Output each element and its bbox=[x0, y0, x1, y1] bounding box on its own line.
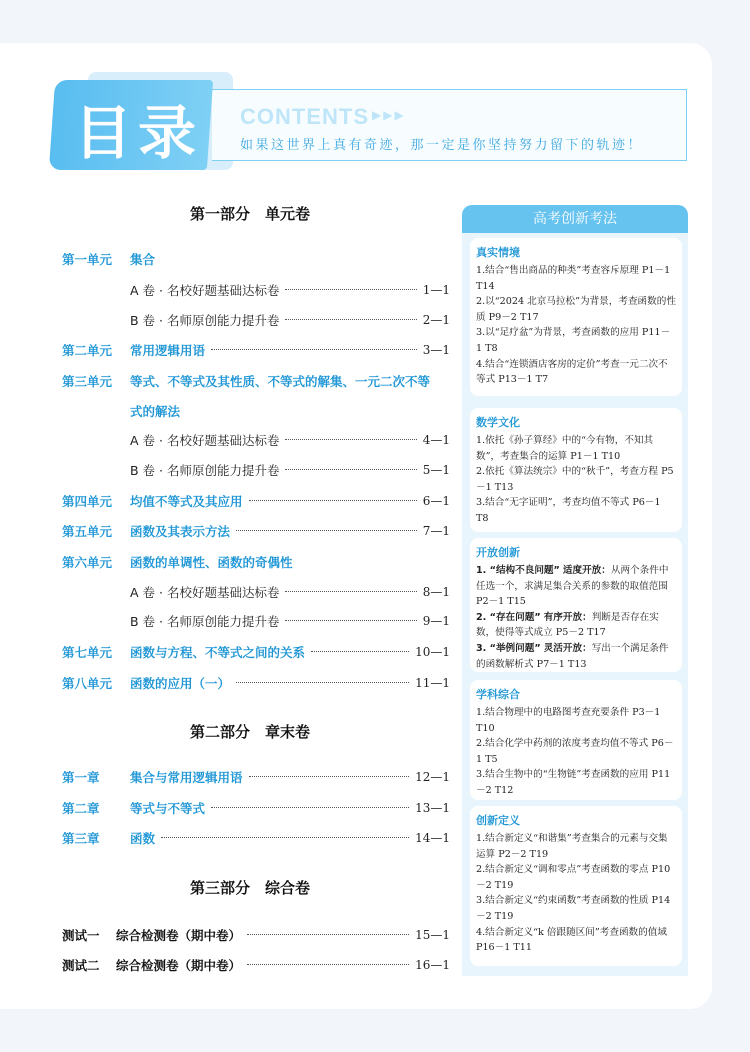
unit-title: 函数及其表示方法 bbox=[130, 524, 231, 539]
toc-unit-4[interactable] bbox=[62, 491, 450, 511]
card-heading: 开放创新 bbox=[476, 546, 520, 559]
toc-chapter-3[interactable] bbox=[62, 828, 450, 848]
item-text: 写出一个满足条件的函数解析式 P7－1 T13 bbox=[476, 642, 669, 670]
entry-title: A 卷 · 名校好题基础达标卷 bbox=[130, 585, 280, 600]
toc-unit-6[interactable] bbox=[62, 552, 450, 572]
toc-unit-3-b[interactable] bbox=[130, 460, 450, 480]
leader-dots bbox=[161, 828, 409, 838]
card-item: 1.结合新定义“和谐集”考查集合的元素与交集运算 P2－2 T19 bbox=[476, 833, 668, 860]
chapter-title: 函数 bbox=[130, 831, 156, 846]
sidebar-title: 高考创新考法 bbox=[462, 205, 688, 233]
card-heading: 学科综合 bbox=[476, 688, 520, 701]
toc-unit-1[interactable] bbox=[62, 249, 450, 269]
part2-title: 第二部分 章末卷 bbox=[189, 723, 310, 741]
toc-chapter-2[interactable] bbox=[62, 798, 450, 818]
page-number: 8—1 bbox=[422, 585, 450, 599]
entry-title: A 卷 · 名校好题基础达标卷 bbox=[130, 433, 280, 448]
unit-label: 第三单元 bbox=[62, 374, 113, 389]
toc-unit-6-a[interactable] bbox=[130, 582, 450, 602]
unit-label: 第一单元 bbox=[62, 252, 113, 267]
entry-title: B 卷 · 名师原创能力提升卷 bbox=[130, 313, 280, 328]
card-item: 3.结合新定义“约束函数”考查函数的性质 P14－2 T19 bbox=[476, 895, 671, 922]
toc-unit-1-b[interactable] bbox=[130, 310, 450, 330]
item-lead: 3. “举例问题” bbox=[476, 642, 541, 654]
page-number: 3—1 bbox=[422, 343, 450, 357]
toc-unit-1-a[interactable] bbox=[130, 280, 450, 300]
card-heading: 数学文化 bbox=[476, 416, 520, 429]
sidebar-card-real-context bbox=[470, 238, 682, 396]
sidebar-card-math-culture bbox=[470, 408, 682, 532]
test-title: 综合检测卷（期中卷） bbox=[116, 958, 242, 973]
unit-title-continued: 式的解法 bbox=[130, 404, 181, 419]
toc-unit-2[interactable] bbox=[62, 340, 450, 360]
page-number: 2—1 bbox=[422, 313, 450, 327]
unit-label: 第四单元 bbox=[62, 494, 113, 509]
card-item: 3.结合生物中的“生物链”考查函数的应用 P11－2 T12 bbox=[476, 769, 671, 796]
sidebar-card-open-innovation bbox=[470, 538, 682, 672]
leader-dots bbox=[249, 491, 417, 501]
card-item: 2.依托《算法统宗》中的“秋千”，考查方程 P5－1 T13 bbox=[476, 466, 674, 493]
leader-dots bbox=[249, 767, 410, 777]
card-item: 1.结合“售出商品的种类”考查容斥原理 P1－1 T14 bbox=[476, 265, 671, 292]
page-number: 14—1 bbox=[415, 831, 450, 845]
unit-title: 函数的应用（一） bbox=[130, 676, 231, 691]
unit-title: 集合 bbox=[130, 252, 156, 267]
page-number: 10—1 bbox=[415, 645, 450, 659]
unit-title: 函数的单调性、函数的奇偶性 bbox=[130, 555, 293, 570]
page-number: 11—1 bbox=[415, 676, 450, 690]
unit-title: 常用逻辑用语 bbox=[130, 343, 206, 358]
chapter-title: 等式与不等式 bbox=[130, 801, 206, 816]
chapter-label: 第二章 bbox=[62, 801, 100, 816]
card-item: 4.结合新定义“k 倍跟随区间”考查函数的值域 P16－1 T11 bbox=[476, 926, 667, 954]
card-heading: 创新定义 bbox=[476, 814, 520, 827]
entry-title: A 卷 · 名校好题基础达标卷 bbox=[130, 283, 280, 298]
card-item: 1.结合物理中的电路图考查充要条件 P3－1 T10 bbox=[476, 707, 661, 734]
toc-unit-7[interactable] bbox=[62, 642, 450, 662]
card-item bbox=[476, 610, 676, 641]
leader-dots bbox=[285, 310, 416, 320]
card-item: 2.以“2024 北京马拉松”为背景，考查函数的性质 P9－2 T17 bbox=[476, 296, 676, 323]
card-item: 3.结合“无字证明”，考查均值不等式 P6－1 T8 bbox=[476, 497, 661, 524]
part3-title: 第三部分 综合卷 bbox=[189, 879, 310, 897]
page-number: 16—1 bbox=[415, 958, 450, 972]
item-tag: 有序开放： bbox=[543, 611, 592, 623]
unit-label: 第八单元 bbox=[62, 676, 113, 691]
sidebar-card-interdisciplinary bbox=[470, 680, 682, 800]
page-number: 4—1 bbox=[422, 433, 450, 447]
card-item bbox=[476, 563, 676, 610]
unit-label: 第五单元 bbox=[62, 524, 113, 539]
leader-dots bbox=[285, 280, 416, 290]
page-number: 1—1 bbox=[422, 283, 450, 297]
item-text: 判断是否存在实数，使得等式成立 P5－2 T17 bbox=[476, 611, 659, 639]
leader-dots bbox=[211, 798, 409, 808]
page-number: 7—1 bbox=[422, 524, 450, 538]
page-number: 9—1 bbox=[422, 614, 450, 628]
entry-title: B 卷 · 名师原创能力提升卷 bbox=[130, 614, 280, 629]
page-number: 13—1 bbox=[415, 801, 450, 815]
card-item: 2.结合新定义“调和零点”考查函数的零点 P10－2 T19 bbox=[476, 864, 671, 891]
page-title: 目录 bbox=[74, 99, 203, 167]
toc-unit-3[interactable] bbox=[62, 371, 450, 391]
sidebar-card-new-definition bbox=[470, 806, 682, 966]
test-label: 测试二 bbox=[62, 958, 100, 973]
page-number: 15—1 bbox=[415, 928, 450, 942]
card-item: 2.结合化学中药剂的浓度考查均值不等式 P6－1 T5 bbox=[476, 738, 674, 765]
card-item: 4.结合“连锁酒店客房的定价”考查一元二次不等式 P13－1 T7 bbox=[476, 358, 668, 386]
leader-dots bbox=[247, 925, 409, 935]
leader-dots bbox=[285, 430, 416, 440]
arrows-icon: ▶▶▶ bbox=[372, 108, 406, 122]
item-tag: 灵活开放： bbox=[543, 642, 592, 654]
card-item bbox=[476, 641, 676, 672]
part1-title: 第一部分 单元卷 bbox=[189, 205, 310, 223]
leader-dots bbox=[285, 611, 416, 621]
unit-label: 第六单元 bbox=[62, 555, 113, 570]
test-label: 测试一 bbox=[62, 928, 100, 943]
unit-title: 均值不等式及其应用 bbox=[130, 494, 243, 509]
toc-unit-3-a[interactable] bbox=[130, 430, 450, 450]
leader-dots bbox=[236, 673, 409, 683]
chapter-title: 集合与常用逻辑用语 bbox=[130, 770, 243, 785]
item-lead: 1. “结构不良问题” bbox=[476, 565, 560, 576]
toc-unit-8[interactable] bbox=[62, 673, 450, 693]
toc-unit-3-cont bbox=[130, 401, 450, 421]
chapter-label: 第一章 bbox=[62, 770, 100, 785]
card-item: 1.依托《孙子算经》中的“今有物，不知其数”，考查集合的运算 P1－1 T10 bbox=[476, 435, 654, 462]
item-lead: 2. “存在问题” bbox=[476, 611, 541, 623]
page-number: 12—1 bbox=[415, 770, 450, 784]
toc-unit-5[interactable] bbox=[62, 521, 450, 541]
chapter-label: 第三章 bbox=[62, 831, 100, 846]
unit-label: 第七单元 bbox=[62, 645, 113, 660]
toc-chapter-1[interactable] bbox=[62, 767, 450, 787]
item-tag: 适度开放： bbox=[562, 565, 611, 576]
leader-dots bbox=[311, 642, 409, 652]
leader-dots bbox=[285, 460, 416, 470]
contents-label: CONTENTS bbox=[240, 104, 369, 129]
test-title: 综合检测卷（期中卷） bbox=[116, 928, 242, 943]
page-number: 5—1 bbox=[422, 463, 450, 477]
card-heading: 真实情境 bbox=[476, 246, 520, 259]
toc-test-1[interactable] bbox=[62, 925, 450, 945]
leader-dots bbox=[285, 582, 416, 592]
toc-test-2[interactable] bbox=[62, 955, 450, 975]
leader-dots bbox=[247, 955, 409, 965]
entry-title: B 卷 · 名师原创能力提升卷 bbox=[130, 463, 280, 478]
toc-unit-6-b[interactable] bbox=[130, 611, 450, 631]
unit-title: 等式、不等式及其性质、不等式的解集、一元二次不等 bbox=[130, 374, 431, 389]
unit-label: 第二单元 bbox=[62, 343, 113, 358]
header-motto: 如果这世界上真有奇迹，那一定是你坚持努力留下的轨迹！ bbox=[240, 138, 644, 153]
item-text: 从两个条件中任选一个，求满足集合关系的参数的取值范围 P2－1 T15 bbox=[476, 565, 669, 608]
leader-dots bbox=[211, 340, 417, 350]
unit-title: 函数与方程、不等式之间的关系 bbox=[130, 645, 306, 660]
page-number: 6—1 bbox=[422, 494, 450, 508]
card-item: 3.以“足疗盆”为背景，考查函数的应用 P11－1 T8 bbox=[476, 327, 671, 354]
leader-dots bbox=[236, 521, 417, 531]
